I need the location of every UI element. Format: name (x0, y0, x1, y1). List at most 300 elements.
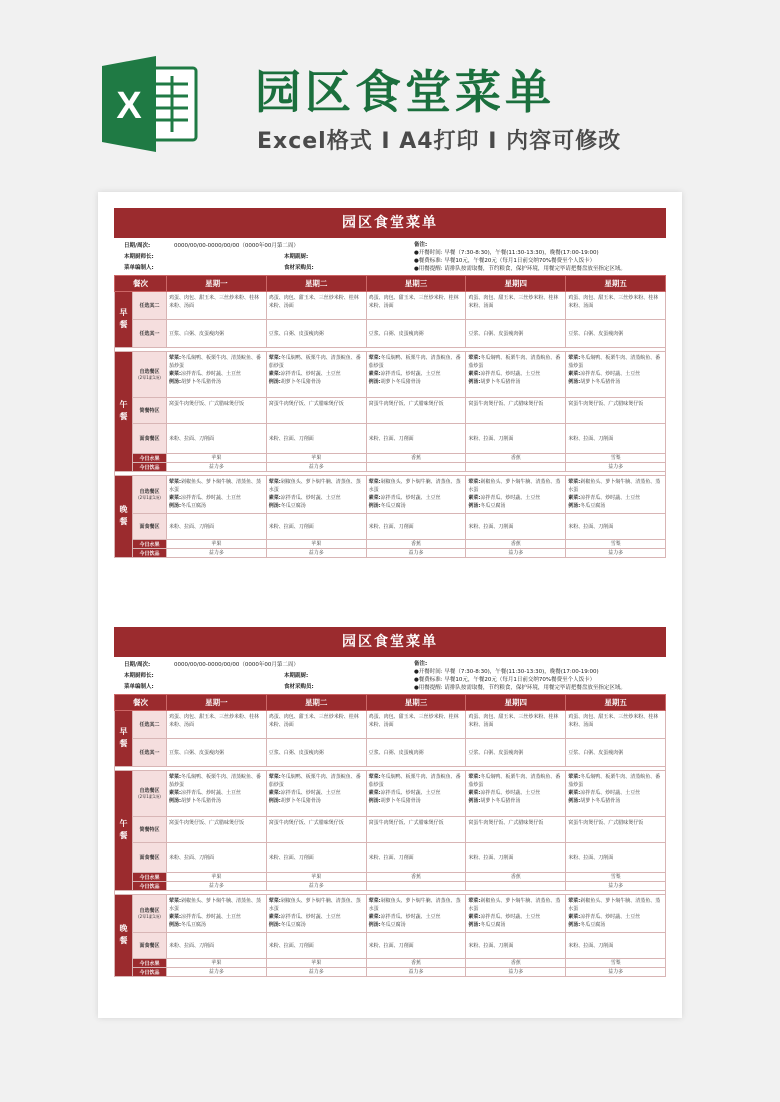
row-category: 任选其一 (133, 320, 167, 348)
soup-label: 例汤: (368, 379, 381, 385)
hero-subtitle: Excel格式 I A4打印 I 内容可修改 (257, 129, 622, 154)
table-cell: 苹果 (167, 540, 267, 549)
row-category: 任选其一 (133, 739, 167, 767)
veg-dishes: 凉拌青瓜、炒时蔬、土豆丝 (480, 371, 541, 377)
table-cell: 米粉、拉面、刀削面 (366, 424, 466, 454)
table-cell (466, 476, 566, 514)
table-cell: 鸡蛋、肉包、甜玉米、三丝炒米粉、桂林米粉、汤面 (167, 711, 267, 739)
veg-label: 素菜: (169, 790, 181, 796)
table-cell (266, 771, 366, 817)
table-row (115, 549, 666, 558)
meat-dishes: 冬瓜焖鸭、板栗牛肉、清蒸鲩鱼、番茄炒蛋 (568, 774, 661, 788)
table-cell: 米粉、拉面、刀削面 (566, 514, 666, 540)
note-title: 备注: (414, 661, 428, 667)
veg-dishes: 凉拌青瓜、炒时蔬、土豆丝 (580, 495, 641, 501)
table-cell (566, 771, 666, 817)
row-category: 今日水果 (133, 540, 167, 549)
table-cell: 益力多 (167, 463, 267, 472)
meat-label: 荤菜: (468, 479, 481, 485)
meat-dishes: 冬瓜焖鸭、板栗牛肉、清蒸鲩鱼、番茄炒蛋 (368, 355, 461, 369)
meat-label: 荤菜: (368, 774, 381, 780)
chef2-label: 本期副厨: (284, 254, 309, 260)
table-cell: 苹果 (266, 454, 366, 463)
meat-label: 荤菜: (268, 479, 281, 485)
meat-label: 荤菜: (169, 355, 181, 361)
soup-label: 例汤: (169, 379, 181, 385)
table-cell: 米粉、拉面、刀削面 (266, 514, 366, 540)
table-cell: 益力多 (266, 968, 366, 977)
row-category: 自选餐区 (2荤1素1汤) (133, 352, 167, 398)
table-cell: 雪梨 (566, 540, 666, 549)
soup-label: 例汤: (169, 798, 181, 804)
soup-dish: 胡萝卜冬瓜猪骨汤 (181, 379, 222, 385)
table-row (115, 476, 666, 514)
row-category: 面食餐区 (133, 424, 167, 454)
table-cell: 豆浆、白粥、皮蛋瘦肉粥 (266, 320, 366, 348)
table-cell: 米粉、拉面、刀削面 (266, 843, 366, 873)
table-cell: 香蕉 (366, 454, 466, 463)
table-cell (366, 771, 466, 817)
table-row (115, 292, 666, 320)
meat-dishes: 剁椒鱼头、萝卜焖牛腩、清蒸鱼、蒸水蛋 (368, 898, 461, 912)
soup-dish: 冬瓜豆腐汤 (181, 503, 207, 509)
soup-dish: 冬瓜豆腐汤 (181, 922, 207, 928)
table-cell: 益力多 (366, 968, 466, 977)
veg-dishes: 凉拌青瓜、炒时蔬、土豆丝 (280, 790, 341, 796)
table-cell: 鸡蛋、肉包、甜玉米、三丝炒米粉、桂林米粉、汤面 (167, 292, 267, 320)
meat-dishes: 冬瓜焖鸭、板栗牛肉、清蒸鲩鱼、番茄炒蛋 (468, 355, 561, 369)
col-header: 星期四 (466, 276, 566, 292)
note-title: 备注: (414, 242, 428, 248)
veg-label: 素菜: (368, 371, 381, 377)
veg-dishes: 凉拌青瓜、炒时蔬、土豆丝 (181, 371, 242, 377)
note-line: ●用餐提醒: 请排队按需取餐，节约粮食，保护环境，用餐完毕请把餐盘放至指定区域。 (414, 685, 626, 691)
table-cell (167, 352, 267, 398)
veg-label: 素菜: (169, 914, 181, 920)
meat-dishes: 剁椒鱼头、萝卜焖牛腩、清蒸鱼、蒸水蛋 (268, 479, 361, 493)
table-cell: 益力多 (167, 882, 267, 891)
excel-logo-icon (100, 56, 200, 152)
soup-label: 例汤: (568, 922, 581, 928)
table-row (115, 843, 666, 873)
table-cell (366, 463, 466, 472)
table-cell: 苹果 (167, 959, 267, 968)
soup-dish: 胡萝卜冬瓜猪骨汤 (280, 379, 321, 385)
veg-dishes: 凉拌青瓜、炒时蔬、土豆丝 (280, 371, 341, 377)
row-category: 自选餐区 (2荤1素1汤) (133, 476, 167, 514)
veg-label: 素菜: (268, 495, 281, 501)
table-cell: 香蕉 (366, 959, 466, 968)
meat-dishes: 剁椒鱼头、萝卜焖牛腩、清蒸鱼、蒸水蛋 (468, 479, 561, 493)
soup-label: 例汤: (169, 503, 181, 509)
hero-title: 园区食堂菜单 (255, 65, 555, 119)
table-row (115, 320, 666, 348)
soup-dish: 冬瓜豆腐汤 (580, 922, 606, 928)
table-cell: 苹果 (167, 873, 267, 882)
soup-label: 例汤: (368, 922, 381, 928)
col-header: 星期三 (366, 695, 466, 711)
table-row (115, 398, 666, 424)
row-category: 简餐特区 (133, 398, 167, 424)
table-row (115, 771, 666, 817)
table-cell: 鸡蛋、肉包、甜玉米、三丝炒米粉、桂林米粉、汤面 (366, 711, 466, 739)
soup-dish: 胡萝卜冬瓜猪骨汤 (480, 798, 521, 804)
soup-dish: 胡萝卜冬瓜猪骨汤 (480, 379, 521, 385)
meat-dishes: 冬瓜焖鸭、板栗牛肉、清蒸鲩鱼、番茄炒蛋 (169, 774, 262, 788)
note-line: ●用餐提醒: 请排队按需取餐，节约粮食，保护环境，用餐完毕请把餐盘放至指定区域。 (414, 266, 626, 272)
soup-label: 例汤: (468, 922, 481, 928)
table-cell: 米粉、拉面、刀削面 (366, 514, 466, 540)
col-header: 星期五 (566, 695, 666, 711)
table-cell: 米粉、拉面、刀削面 (167, 514, 267, 540)
row-category: 自选餐区 (2荤1素1汤) (133, 771, 167, 817)
table-cell (366, 352, 466, 398)
soup-label: 例汤: (468, 798, 481, 804)
meal-label-breakfast: 早餐 (115, 711, 133, 767)
menu-maker-label: 菜单编制人: (124, 684, 154, 690)
table-row (115, 817, 666, 843)
soup-dish: 胡萝卜冬瓜猪骨汤 (380, 798, 421, 804)
veg-label: 素菜: (568, 495, 581, 501)
note-line: ●餐费标准: 早餐10元，午餐20元（每月1日前交纳70%餐费至个人饭卡） (414, 258, 596, 264)
table-cell: 豆浆、白粥、皮蛋瘦肉粥 (167, 320, 267, 348)
note-line: ●开餐时间: 早餐（7:30-8:30)，午餐(11:30-13:30)，晚餐(17:00-19:00) (414, 250, 599, 256)
table-cell: 豆浆、白粥、皮蛋瘦肉粥 (167, 739, 267, 767)
table-cell (266, 895, 366, 933)
table-cell: 米粉、拉面、刀削面 (167, 424, 267, 454)
meat-dishes: 剁椒鱼头、萝卜焖牛腩、清蒸鱼、蒸水蛋 (568, 898, 661, 912)
table-cell: 雪梨 (566, 959, 666, 968)
table-cell: 苹果 (266, 873, 366, 882)
meal-label-dinner: 晚餐 (115, 895, 133, 977)
veg-dishes: 凉拌青瓜、炒时蔬、土豆丝 (580, 371, 641, 377)
meat-label: 荤菜: (169, 479, 181, 485)
table-cell: 豆浆、白粥、皮蛋瘦肉粥 (466, 739, 566, 767)
soup-label: 例汤: (268, 922, 281, 928)
table-cell: 益力多 (466, 549, 566, 558)
sheet-title: 园区食堂菜单 (114, 208, 666, 238)
note-line: ●餐费标准: 早餐10元，午餐20元（每月1日前交纳70%餐费至个人饭卡） (414, 677, 596, 683)
row-category: 今日水果 (133, 873, 167, 882)
veg-label: 素菜: (169, 371, 181, 377)
soup-dish: 胡萝卜冬瓜猪骨汤 (380, 379, 421, 385)
soup-label: 例汤: (169, 922, 181, 928)
veg-label: 素菜: (468, 914, 481, 920)
col-header: 餐次 (115, 276, 167, 292)
buyer-label: 食材采购员: (284, 684, 314, 690)
meat-dishes: 剁椒鱼头、萝卜焖牛腩、清蒸鱼、蒸水蛋 (368, 479, 461, 493)
row-category: 面食餐区 (133, 843, 167, 873)
table-row (115, 882, 666, 891)
meat-dishes: 冬瓜焖鸭、板栗牛肉、清蒸鲩鱼、番茄炒蛋 (368, 774, 461, 788)
chef-label: 本期厨师长: (124, 254, 154, 260)
table-cell: 豆浆、白粥、皮蛋瘦肉粥 (266, 739, 366, 767)
meat-dishes: 冬瓜焖鸭、板栗牛肉、清蒸鲩鱼、番茄炒蛋 (268, 774, 361, 788)
table-cell: 鸡蛋、肉包、甜玉米、三丝炒米粉、桂林米粉、汤面 (266, 292, 366, 320)
table-cell: 米粉、拉面、刀削面 (266, 424, 366, 454)
soup-dish: 胡萝卜冬瓜猪骨汤 (280, 798, 321, 804)
soup-dish: 胡萝卜冬瓜猪骨汤 (580, 798, 621, 804)
table-row (115, 352, 666, 398)
table-cell: 香蕉 (466, 454, 566, 463)
table-row (115, 540, 666, 549)
table-cell: 苹果 (266, 959, 366, 968)
veg-dishes: 凉拌青瓜、炒时蔬、土豆丝 (480, 495, 541, 501)
meal-label-lunch: 午餐 (115, 771, 133, 891)
table-row (115, 968, 666, 977)
table-row (115, 424, 666, 454)
meat-label: 荤菜: (468, 898, 481, 904)
meat-dishes: 冬瓜焖鸭、板栗牛肉、清蒸鲩鱼、番茄炒蛋 (268, 355, 361, 369)
veg-label: 素菜: (268, 790, 281, 796)
table-cell: 米粉、拉面、刀削面 (566, 933, 666, 959)
col-header: 星期二 (266, 276, 366, 292)
table-cell: 益力多 (266, 463, 366, 472)
hero-banner (0, 0, 780, 180)
meal-label-dinner: 晚餐 (115, 476, 133, 558)
veg-label: 素菜: (568, 914, 581, 920)
table-cell (366, 895, 466, 933)
table-cell: 窝蛋牛肉煲仔饭、广式腊味煲仔饭 (566, 398, 666, 424)
table-cell (466, 352, 566, 398)
meat-label: 荤菜: (368, 479, 381, 485)
table-cell: 豆浆、白粥、皮蛋瘦肉粥 (366, 739, 466, 767)
meat-label: 荤菜: (169, 774, 181, 780)
table-cell: 豆浆、白粥、皮蛋瘦肉粥 (566, 320, 666, 348)
veg-label: 素菜: (368, 790, 381, 796)
table-cell: 米粉、拉面、刀削面 (266, 933, 366, 959)
meat-dishes: 冬瓜焖鸭、板栗牛肉、清蒸鲩鱼、番茄炒蛋 (468, 774, 561, 788)
buyer-label: 食材采购员: (284, 265, 314, 271)
veg-label: 素菜: (568, 371, 581, 377)
sheet-title: 园区食堂菜单 (114, 627, 666, 657)
soup-dish: 冬瓜豆腐汤 (380, 503, 406, 509)
table-row (115, 463, 666, 472)
veg-dishes: 凉拌青瓜、炒时蔬、土豆丝 (580, 914, 641, 920)
meat-label: 荤菜: (169, 898, 181, 904)
veg-dishes: 凉拌青瓜、炒时蔬、土豆丝 (380, 371, 441, 377)
table-row (115, 739, 666, 767)
meat-dishes: 剁椒鱼头、萝卜焖牛腩、清蒸鱼、蒸水蛋 (169, 898, 262, 912)
table-cell: 窝蛋牛肉煲仔饭、广式腊味煲仔饭 (266, 817, 366, 843)
soup-dish: 胡萝卜冬瓜猪骨汤 (181, 798, 222, 804)
row-category: 任选其二 (133, 711, 167, 739)
table-cell (466, 463, 566, 472)
date-label: 日期/周次: (124, 243, 151, 249)
table-cell: 鸡蛋、肉包、甜玉米、三丝炒米粉、桂林米粉、汤面 (466, 711, 566, 739)
soup-label: 例汤: (368, 503, 381, 509)
table-cell (566, 476, 666, 514)
table-row (115, 873, 666, 882)
veg-dishes: 凉拌青瓜、炒时蔬、土豆丝 (480, 914, 541, 920)
table-cell: 窝蛋牛肉煲仔饭、广式腊味煲仔饭 (366, 817, 466, 843)
row-category: 面食餐区 (133, 514, 167, 540)
meat-label: 荤菜: (468, 355, 481, 361)
table-cell: 益力多 (566, 882, 666, 891)
soup-dish: 冬瓜豆腐汤 (280, 922, 306, 928)
table-row (115, 959, 666, 968)
table-cell: 窝蛋牛肉煲仔饭、广式腊味煲仔饭 (167, 398, 267, 424)
col-header: 星期四 (466, 695, 566, 711)
veg-label: 素菜: (468, 790, 481, 796)
veg-label: 素菜: (268, 371, 281, 377)
table-cell: 米粉、拉面、刀削面 (366, 843, 466, 873)
table-cell: 鸡蛋、肉包、甜玉米、三丝炒米粉、桂林米粉、汤面 (466, 292, 566, 320)
table-cell: 香蕉 (366, 873, 466, 882)
soup-label: 例汤: (268, 503, 281, 509)
table-cell (266, 476, 366, 514)
table-cell: 米粉、拉面、刀削面 (566, 843, 666, 873)
meat-label: 荤菜: (368, 898, 381, 904)
table-cell: 益力多 (566, 968, 666, 977)
table-cell: 米粉、拉面、刀削面 (167, 933, 267, 959)
row-category: 自选餐区 (2荤1素1汤) (133, 895, 167, 933)
table-cell: 雪梨 (566, 873, 666, 882)
menu-sheet (114, 208, 666, 558)
table-cell: 窝蛋牛肉煲仔饭、广式腊味煲仔饭 (266, 398, 366, 424)
table-cell: 窝蛋牛肉煲仔饭、广式腊味煲仔饭 (167, 817, 267, 843)
meat-label: 荤菜: (268, 898, 281, 904)
veg-dishes: 凉拌青瓜、炒时蔬、土豆丝 (380, 790, 441, 796)
meat-dishes: 剁椒鱼头、萝卜焖牛腩、清蒸鱼、蒸水蛋 (468, 898, 561, 912)
date-value: 0000/00/00-0000/00/00（0000年00月第二周） (174, 243, 299, 249)
table-cell: 鸡蛋、肉包、甜玉米、三丝炒米粉、桂林米粉、汤面 (366, 292, 466, 320)
col-header: 餐次 (115, 695, 167, 711)
veg-label: 素菜: (468, 371, 481, 377)
table-cell: 香蕉 (466, 873, 566, 882)
table-cell: 窝蛋牛肉煲仔饭、广式腊味煲仔饭 (566, 817, 666, 843)
table-row (115, 514, 666, 540)
table-cell (566, 895, 666, 933)
table-cell: 鸡蛋、肉包、甜玉米、三丝炒米粉、桂林米粉、汤面 (266, 711, 366, 739)
veg-label: 素菜: (468, 495, 481, 501)
table-cell (566, 352, 666, 398)
meat-dishes: 剁椒鱼头、萝卜焖牛腩、清蒸鱼、蒸水蛋 (268, 898, 361, 912)
date-label: 日期/周次: (124, 662, 151, 668)
soup-label: 例汤: (568, 379, 581, 385)
menu-table (114, 694, 666, 977)
col-header: 星期一 (167, 695, 267, 711)
veg-dishes: 凉拌青瓜、炒时蔬、土豆丝 (181, 495, 242, 501)
chef2-label: 本期副厨: (284, 673, 309, 679)
table-cell: 鸡蛋、肉包、甜玉米、三丝炒米粉、桂林米粉、汤面 (566, 711, 666, 739)
veg-dishes: 凉拌青瓜、炒时蔬、土豆丝 (480, 790, 541, 796)
table-cell: 益力多 (266, 549, 366, 558)
veg-label: 素菜: (368, 495, 381, 501)
table-cell: 益力多 (566, 549, 666, 558)
chef-label: 本期厨师长: (124, 673, 154, 679)
table-cell: 益力多 (167, 549, 267, 558)
table-cell: 米粉、拉面、刀削面 (167, 843, 267, 873)
info-block (114, 238, 666, 275)
table-cell: 益力多 (466, 968, 566, 977)
info-block (114, 657, 666, 694)
veg-dishes: 凉拌青瓜、炒时蔬、土豆丝 (280, 914, 341, 920)
table-cell: 益力多 (366, 549, 466, 558)
meat-label: 荤菜: (268, 774, 281, 780)
meat-label: 荤菜: (568, 898, 581, 904)
table-cell: 米粉、拉面、刀削面 (366, 933, 466, 959)
table-header-row (115, 695, 666, 711)
row-category: 今日水果 (133, 959, 167, 968)
date-value: 0000/00/00-0000/00/00（0000年00月第二周） (174, 662, 299, 668)
veg-label: 素菜: (268, 914, 281, 920)
note-line: ●开餐时间: 早餐（7:30-8:30)，午餐(11:30-13:30)，晚餐(17:00-19:00) (414, 669, 599, 675)
table-cell: 窝蛋牛肉煲仔饭、广式腊味煲仔饭 (366, 398, 466, 424)
table-row (115, 454, 666, 463)
col-header: 星期五 (566, 276, 666, 292)
table-cell (366, 476, 466, 514)
table-cell (167, 476, 267, 514)
table-cell: 鸡蛋、肉包、甜玉米、三丝炒米粉、桂林米粉、汤面 (566, 292, 666, 320)
menu-maker-label: 菜单编制人: (124, 265, 154, 271)
col-header: 星期三 (366, 276, 466, 292)
row-category: 今日饮品 (133, 968, 167, 977)
table-cell: 香蕉 (466, 540, 566, 549)
logo-letter: X (116, 85, 142, 127)
soup-label: 例汤: (268, 798, 281, 804)
soup-label: 例汤: (568, 503, 581, 509)
col-header: 星期二 (266, 695, 366, 711)
table-cell: 豆浆、白粥、皮蛋瘦肉粥 (366, 320, 466, 348)
row-category: 简餐特区 (133, 817, 167, 843)
veg-dishes: 凉拌青瓜、炒时蔬、土豆丝 (280, 495, 341, 501)
meal-label-lunch: 午餐 (115, 352, 133, 472)
table-cell (466, 882, 566, 891)
meat-label: 荤菜: (468, 774, 481, 780)
row-category: 今日饮品 (133, 882, 167, 891)
soup-dish: 冬瓜豆腐汤 (280, 503, 306, 509)
soup-dish: 冬瓜豆腐汤 (480, 503, 506, 509)
table-cell: 益力多 (167, 968, 267, 977)
table-cell (167, 895, 267, 933)
table-cell: 窝蛋牛肉煲仔饭、广式腊味煲仔饭 (466, 398, 566, 424)
soup-dish: 冬瓜豆腐汤 (580, 503, 606, 509)
meat-label: 荤菜: (568, 774, 581, 780)
veg-label: 素菜: (169, 495, 181, 501)
table-row (115, 711, 666, 739)
soup-label: 例汤: (568, 798, 581, 804)
row-category: 今日饮品 (133, 549, 167, 558)
table-cell: 益力多 (266, 882, 366, 891)
table-cell: 豆浆、白粥、皮蛋瘦肉粥 (466, 320, 566, 348)
table-cell: 米粉、拉面、刀削面 (566, 424, 666, 454)
table-cell: 米粉、拉面、刀削面 (466, 514, 566, 540)
meat-dishes: 冬瓜焖鸭、板栗牛肉、清蒸鲩鱼、番茄炒蛋 (169, 355, 262, 369)
table-cell: 豆浆、白粥、皮蛋瘦肉粥 (566, 739, 666, 767)
veg-dishes: 凉拌青瓜、炒时蔬、土豆丝 (181, 790, 242, 796)
table-cell (266, 352, 366, 398)
row-category: 今日水果 (133, 454, 167, 463)
table-cell: 米粉、拉面、刀削面 (466, 933, 566, 959)
veg-label: 素菜: (368, 914, 381, 920)
meat-dishes: 冬瓜焖鸭、板栗牛肉、清蒸鲩鱼、番茄炒蛋 (568, 355, 661, 369)
table-cell: 香蕉 (366, 540, 466, 549)
meal-label-breakfast: 早餐 (115, 292, 133, 348)
row-category: 面食餐区 (133, 933, 167, 959)
row-category: 任选其二 (133, 292, 167, 320)
soup-label: 例汤: (368, 798, 381, 804)
meat-dishes: 剁椒鱼头、萝卜焖牛腩、清蒸鱼、蒸水蛋 (169, 479, 262, 493)
table-header-row (115, 276, 666, 292)
table-row (115, 895, 666, 933)
soup-dish: 冬瓜豆腐汤 (380, 922, 406, 928)
veg-dishes: 凉拌青瓜、炒时蔬、土豆丝 (580, 790, 641, 796)
table-cell (466, 895, 566, 933)
meat-label: 荤菜: (568, 479, 581, 485)
col-header: 星期一 (167, 276, 267, 292)
soup-dish: 冬瓜豆腐汤 (480, 922, 506, 928)
